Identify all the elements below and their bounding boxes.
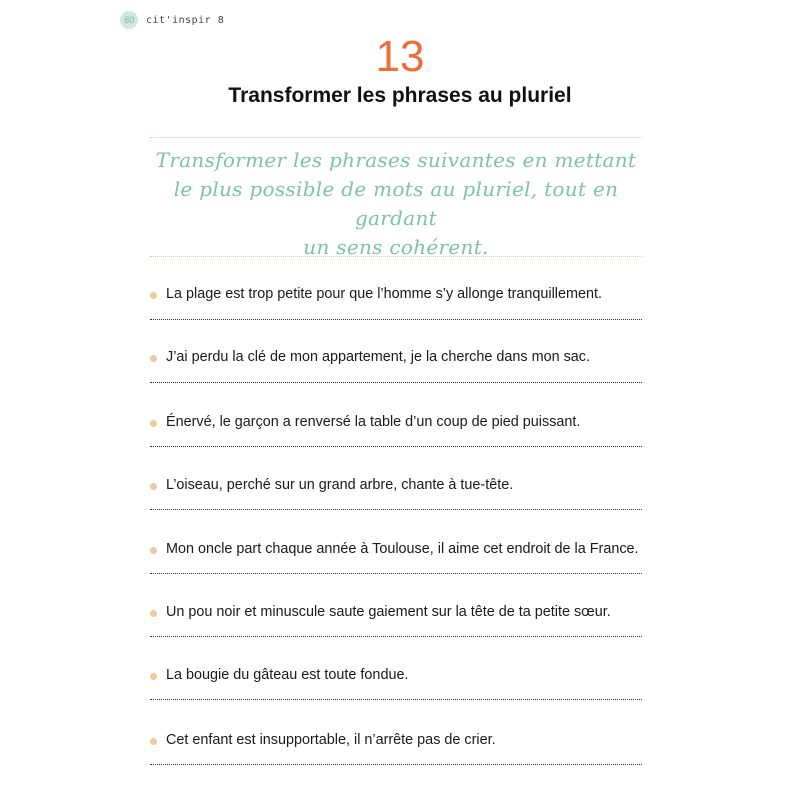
bullet-dot-icon (150, 483, 157, 490)
sentence-text: La bougie du gâteau est toute fondue. (166, 667, 409, 683)
answer-line[interactable] (150, 636, 642, 637)
answer-line[interactable] (150, 509, 642, 510)
bullet-dot-icon (150, 610, 157, 617)
sentence-text: La plage est trop petite pour que l’homme s’y allonge tranquillement. (166, 286, 602, 302)
bullet-dot-icon (150, 738, 157, 745)
divider-bottom (150, 256, 642, 257)
instruction-line: un sens cohérent. (303, 235, 489, 259)
sentence-text: Mon oncle part chaque année à Toulouse, il aime cet endroit de la France. (166, 541, 639, 557)
instruction-line: le plus possible de mots au pluriel, tout en gardant (173, 177, 619, 230)
answer-line[interactable] (150, 446, 642, 447)
page-number-badge: 60 (120, 11, 138, 29)
bullet-dot-icon (150, 355, 157, 362)
brand-logo: cit'inspir 8 (146, 14, 225, 26)
sentence-text: Cet enfant est insupportable, il n’arrête pas de crier. (166, 732, 496, 748)
answer-line[interactable] (150, 764, 642, 765)
bullet-dot-icon (150, 673, 157, 680)
instruction-box (150, 140, 642, 259)
instruction-text (150, 146, 642, 262)
answer-line[interactable] (150, 699, 642, 700)
instruction-line: Transformer les phrases suivantes en mettant (155, 148, 637, 172)
answer-line[interactable] (150, 382, 642, 383)
sentence-text: J’ai perdu la clé de mon appartement, je la cherche dans mon sac. (166, 349, 590, 365)
exercise-title: Transformer les phrases au pluriel (228, 84, 572, 107)
sentence-text: Énervé, le garçon a renversé la table d’un coup de pied puissant. (166, 414, 581, 430)
bullet-dot-icon (150, 292, 157, 299)
bullet-dot-icon (150, 420, 157, 427)
sentence-text: Un pou noir et minuscule saute gaiement sur la tête de ta petite sœur. (166, 604, 611, 620)
sentence-text: L’oiseau, perché sur un grand arbre, chante à tue-tête. (166, 477, 514, 493)
page-header (120, 8, 224, 32)
exercise-number: 13 (375, 32, 425, 81)
bullet-dot-icon (150, 547, 157, 554)
answer-line[interactable] (150, 319, 642, 320)
divider-top (150, 137, 642, 138)
answer-line[interactable] (150, 573, 642, 574)
